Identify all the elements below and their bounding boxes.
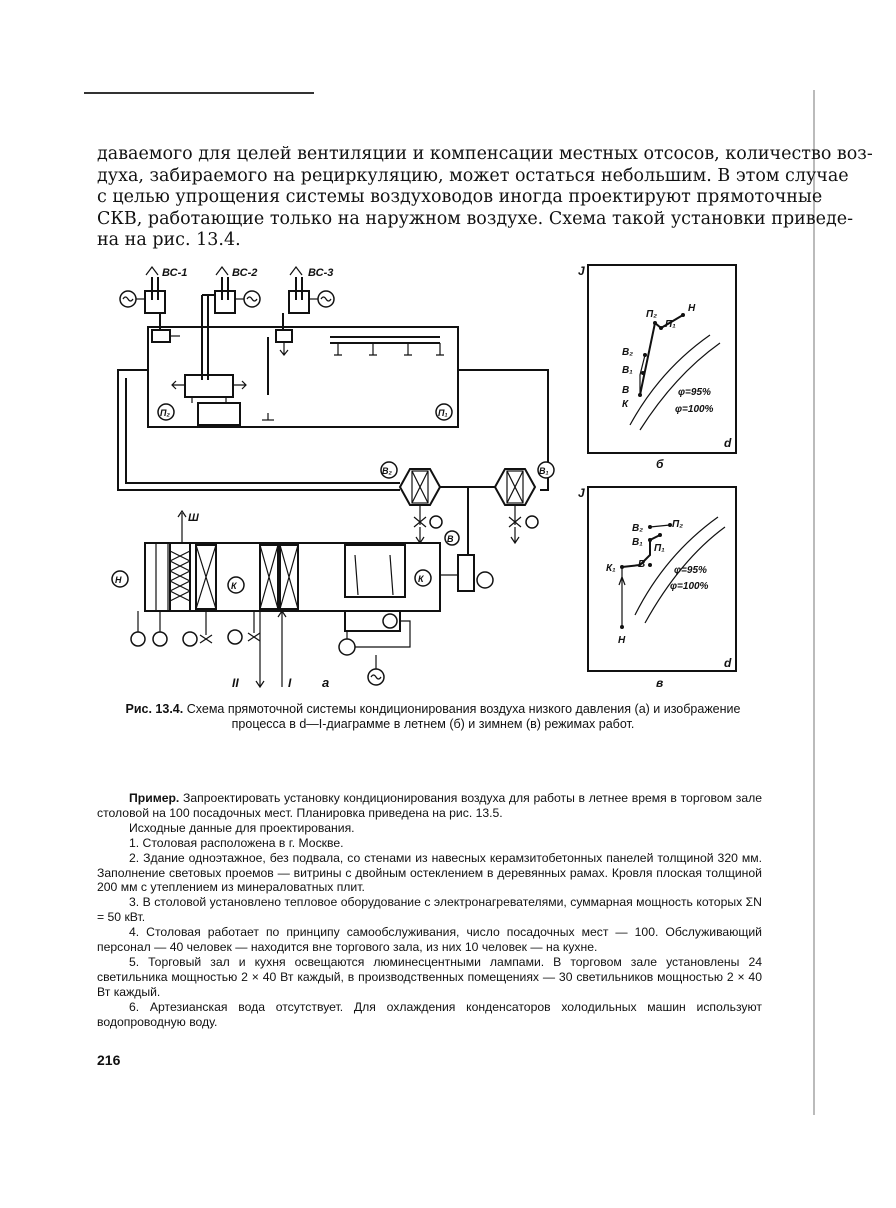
point xyxy=(653,321,657,325)
point xyxy=(641,371,645,375)
point xyxy=(643,353,647,357)
fan-vs1 xyxy=(120,267,187,342)
point xyxy=(659,326,663,330)
point-label: П₂ xyxy=(646,309,658,320)
caption-text: Схема прямоточной системы кондиционирования воздуха низкого давления (а) и изображение процесса в d—I-диаграмме в летнем (б) и зимнем (в) режимах работ. xyxy=(186,702,741,731)
cooler-b1 xyxy=(495,462,554,543)
curve-label: φ=95% xyxy=(674,565,707,576)
caption-label: Рис. 13.4. xyxy=(125,702,184,716)
panel-label-a: а xyxy=(322,675,330,690)
curve-label: φ=95% xyxy=(678,387,711,398)
summer-diagram xyxy=(578,264,736,471)
point-label: В₁ xyxy=(632,537,643,548)
fan-label: ВС-2 xyxy=(232,267,258,279)
panel-label-b: б xyxy=(656,457,664,471)
fan-label: ВС-3 xyxy=(308,267,334,279)
cooler-label: В₁ xyxy=(539,466,549,476)
fan-label: ВС-1 xyxy=(162,267,188,279)
sensor-label: К xyxy=(231,581,237,591)
room-label: П₁ xyxy=(438,408,448,418)
point-label: П₁ xyxy=(665,319,676,330)
sensor-label: К xyxy=(418,574,424,584)
page-number: 216 xyxy=(97,1052,121,1068)
point xyxy=(658,533,662,537)
intro-line: даваемого для целей вентиляции и компенсации местных отсосов, количество воз- xyxy=(97,144,873,164)
example-item: 4. Столовая работает по принципу самообслуживания, число посадочных мест — 100. Обслуживающий персонал — 40 человек — находится вне торгового зала, из них 10 человек — на кухне. xyxy=(97,925,762,955)
figure-13-4 xyxy=(100,255,750,690)
cooler-b2 xyxy=(381,462,442,543)
example-section xyxy=(97,791,762,1030)
point-label: К xyxy=(622,399,629,410)
example-item: 2. Здание одноэтажное, без подвала, со стенами из навесных керамзитобетонных панелей толщиной 320 мм. Заполнение световых проемов — витрины с двойным остеклением в деревянных рамах. Кровля плоская толщиной 200 мм с утеплением из минераловатных плит. xyxy=(97,850,762,895)
point-label: В₂ xyxy=(622,347,634,358)
point xyxy=(648,538,652,542)
fan-vs3 xyxy=(276,267,334,355)
example-item: 5. Торговый зал и кухня освещаются люминесцентными лампами. В торговом зале установлены 24 светильника мощностью 2 × 40 Вт каждый, в производственных помещениях — 30 светильников мощностью 2 × 40 Вт каждый. xyxy=(97,954,762,999)
axis-label: d xyxy=(724,436,732,450)
figure-caption xyxy=(118,702,748,732)
example-item: Исходные данные для проектирования. xyxy=(129,820,355,835)
page-edge-line xyxy=(813,90,815,1115)
point xyxy=(681,313,685,317)
example-item: 6. Артезианская вода отсутствует. Для охлаждения конденсаторов холодильных машин используют водопроводную воду. xyxy=(97,999,762,1029)
intro-line: на на рис. 13.4. xyxy=(97,230,241,250)
intro-paragraph xyxy=(97,144,873,252)
axis-label: J xyxy=(578,486,585,500)
point-label: Н xyxy=(618,635,626,646)
point xyxy=(620,565,624,569)
pipe-label: II xyxy=(232,676,239,690)
panel-label-v: в xyxy=(656,676,664,690)
intro-line: с целью упрощения системы воздуховодов иногда проектируют прямоточные xyxy=(97,187,823,207)
header-rule xyxy=(84,92,314,94)
sensor-label: В xyxy=(447,534,454,544)
point-label: В₂ xyxy=(632,523,644,534)
pipe-label: Ш xyxy=(188,512,199,524)
fan-vs2 xyxy=(202,267,260,380)
point xyxy=(638,393,642,397)
intro-line: духа, забираемого на рециркуляцию, может остаться небольшим. В этом случае xyxy=(97,165,849,186)
cooler-label: В₂ xyxy=(382,466,392,476)
point-label: П₁ xyxy=(654,543,665,554)
example-item: 3. В столовой установлено тепловое оборудование с электронагревателями, суммарная мощность которых ΣN = 50 кВт. xyxy=(97,895,762,925)
curve-label: φ=100% xyxy=(675,404,714,415)
point xyxy=(648,563,652,567)
point xyxy=(620,625,624,629)
air-diffusers xyxy=(334,343,444,355)
example-label: Пример. xyxy=(129,791,180,805)
winter-diagram xyxy=(578,486,736,690)
axis-label: d xyxy=(724,656,732,670)
sensor-label: Н xyxy=(115,575,122,585)
pipe-label: I xyxy=(288,676,292,690)
point-label: В xyxy=(622,385,630,396)
point-label: К₁ xyxy=(606,563,616,574)
example-item: 1. Столовая расположена в г. Москве. xyxy=(129,835,344,850)
intro-line: СКВ, работающие только на наружном воздухе. Схема такой установки приведе- xyxy=(97,208,854,229)
point-label: В₁ xyxy=(622,365,633,376)
scheme-a xyxy=(112,267,554,690)
curve-label: φ=100% xyxy=(670,581,709,592)
point-label: П₂ xyxy=(672,519,684,530)
room-label: П₂ xyxy=(160,408,170,418)
example-intro: Пример. Запроектировать установку кондиционирования воздуха для работы в летнее время в торговом зале столовой на 100 посадочных мест. Планировка приведена на рис. 13.5. xyxy=(97,791,762,820)
point xyxy=(648,525,652,529)
point-label: Н xyxy=(688,303,696,314)
axis-label: J xyxy=(578,264,585,278)
point-label: В xyxy=(638,559,646,570)
